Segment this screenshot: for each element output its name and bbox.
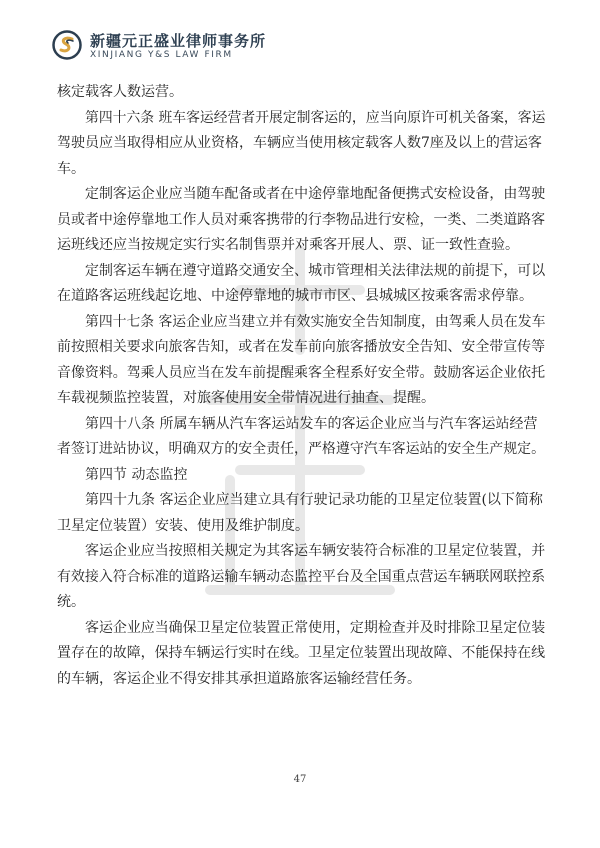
text-line: 在道路客运班线起讫地、中途停靠地的城市市区、县城城区按乘客需求停靠。: [57, 288, 533, 304]
firm-logo-icon: [52, 30, 82, 60]
text-line: 驾驶员应当取得相应从业资格，车辆应当使用核定载客人数7座及以上的营运客: [57, 135, 542, 151]
text-line: 车。: [57, 160, 85, 177]
text-line: 客运企业应当确保卫星定位装置正常使用，定期检查并及时排除卫星定位装: [85, 619, 546, 636]
text-line: 前按照相关要求向旅客告知，或者在发车前向旅客播放安全告知、安全带宣传等: [57, 339, 546, 355]
text-line: 员或者中途停靠地工作人员对乘客携带的行李物品进行安检，一类、二类道路客: [57, 211, 546, 228]
firm-name-en: XINJIANG Y&S LAW FIRM: [90, 50, 233, 60]
text-line: 第四十六条 班车客运经营者开展定制客运的，应当向原许可机关备案，客运: [85, 109, 546, 126]
text-line: 的车辆，客运企业不得安排其承担道路旅客运输经营任务。: [57, 670, 421, 687]
page-number: 47: [293, 774, 307, 785]
text-line: 定制客运车辆在遵守道路交通安全、城市管理相关法律法规的前提下，可以: [85, 262, 546, 279]
text-line: 车载视频监控装置，对旅客使用安全带情况进行抽查、提醒。: [57, 390, 435, 406]
page-header: [52, 26, 352, 72]
text-line: 第四十九条 客运企业应当建立具有行驶记录功能的卫星定位装置(以下简称: [85, 492, 543, 508]
firm-name-cn: 新疆元正盛业律师事务所: [90, 32, 267, 50]
text-line: 统。: [57, 594, 85, 610]
text-line: 音像资料。驾乘人员应当在发车前提醒乘客全程系好安全带。鼓励客运企业依托: [57, 364, 546, 381]
text-line: 定制客运企业应当随车配备或者在中途停靠地配备便携式安检设备，由驾驶: [85, 186, 546, 202]
text-line: 有效接入符合标准的道路运输车辆动态监控平台及全国重点营运车辆联网联控系: [57, 568, 546, 585]
text-line: 者签订进站协议，明确双方的安全责任，严格遵守汽车客运站的安全生产规定。: [57, 441, 546, 457]
text-line: 核定载客人数运营。: [57, 84, 183, 100]
text-line: 第四十八条 所属车辆从汽车客运站发车的客运企业应当与汽车客运站经营: [85, 415, 538, 432]
text-line: 卫星定位装置）安装、使用及维护制度。: [57, 517, 309, 534]
text-line: 客运企业应当按照相关规定为其客运车辆安装符合标准的卫星定位装置，并: [85, 543, 546, 559]
text-line: 置存在的故障，保持车辆运行实时在线。卫星定位装置出现故障、不能保持在线: [57, 645, 546, 661]
document-body: [57, 80, 545, 692]
text-line: 运班线还应当按规定实行实名制售票并对乘客开展人、票、证一致性查验。: [57, 237, 519, 253]
section-heading: 第四节 动态监控: [85, 466, 188, 483]
text-line: 第四十七条 客运企业应当建立并有效实施安全告知制度，由驾乘人员在发车: [85, 313, 546, 330]
